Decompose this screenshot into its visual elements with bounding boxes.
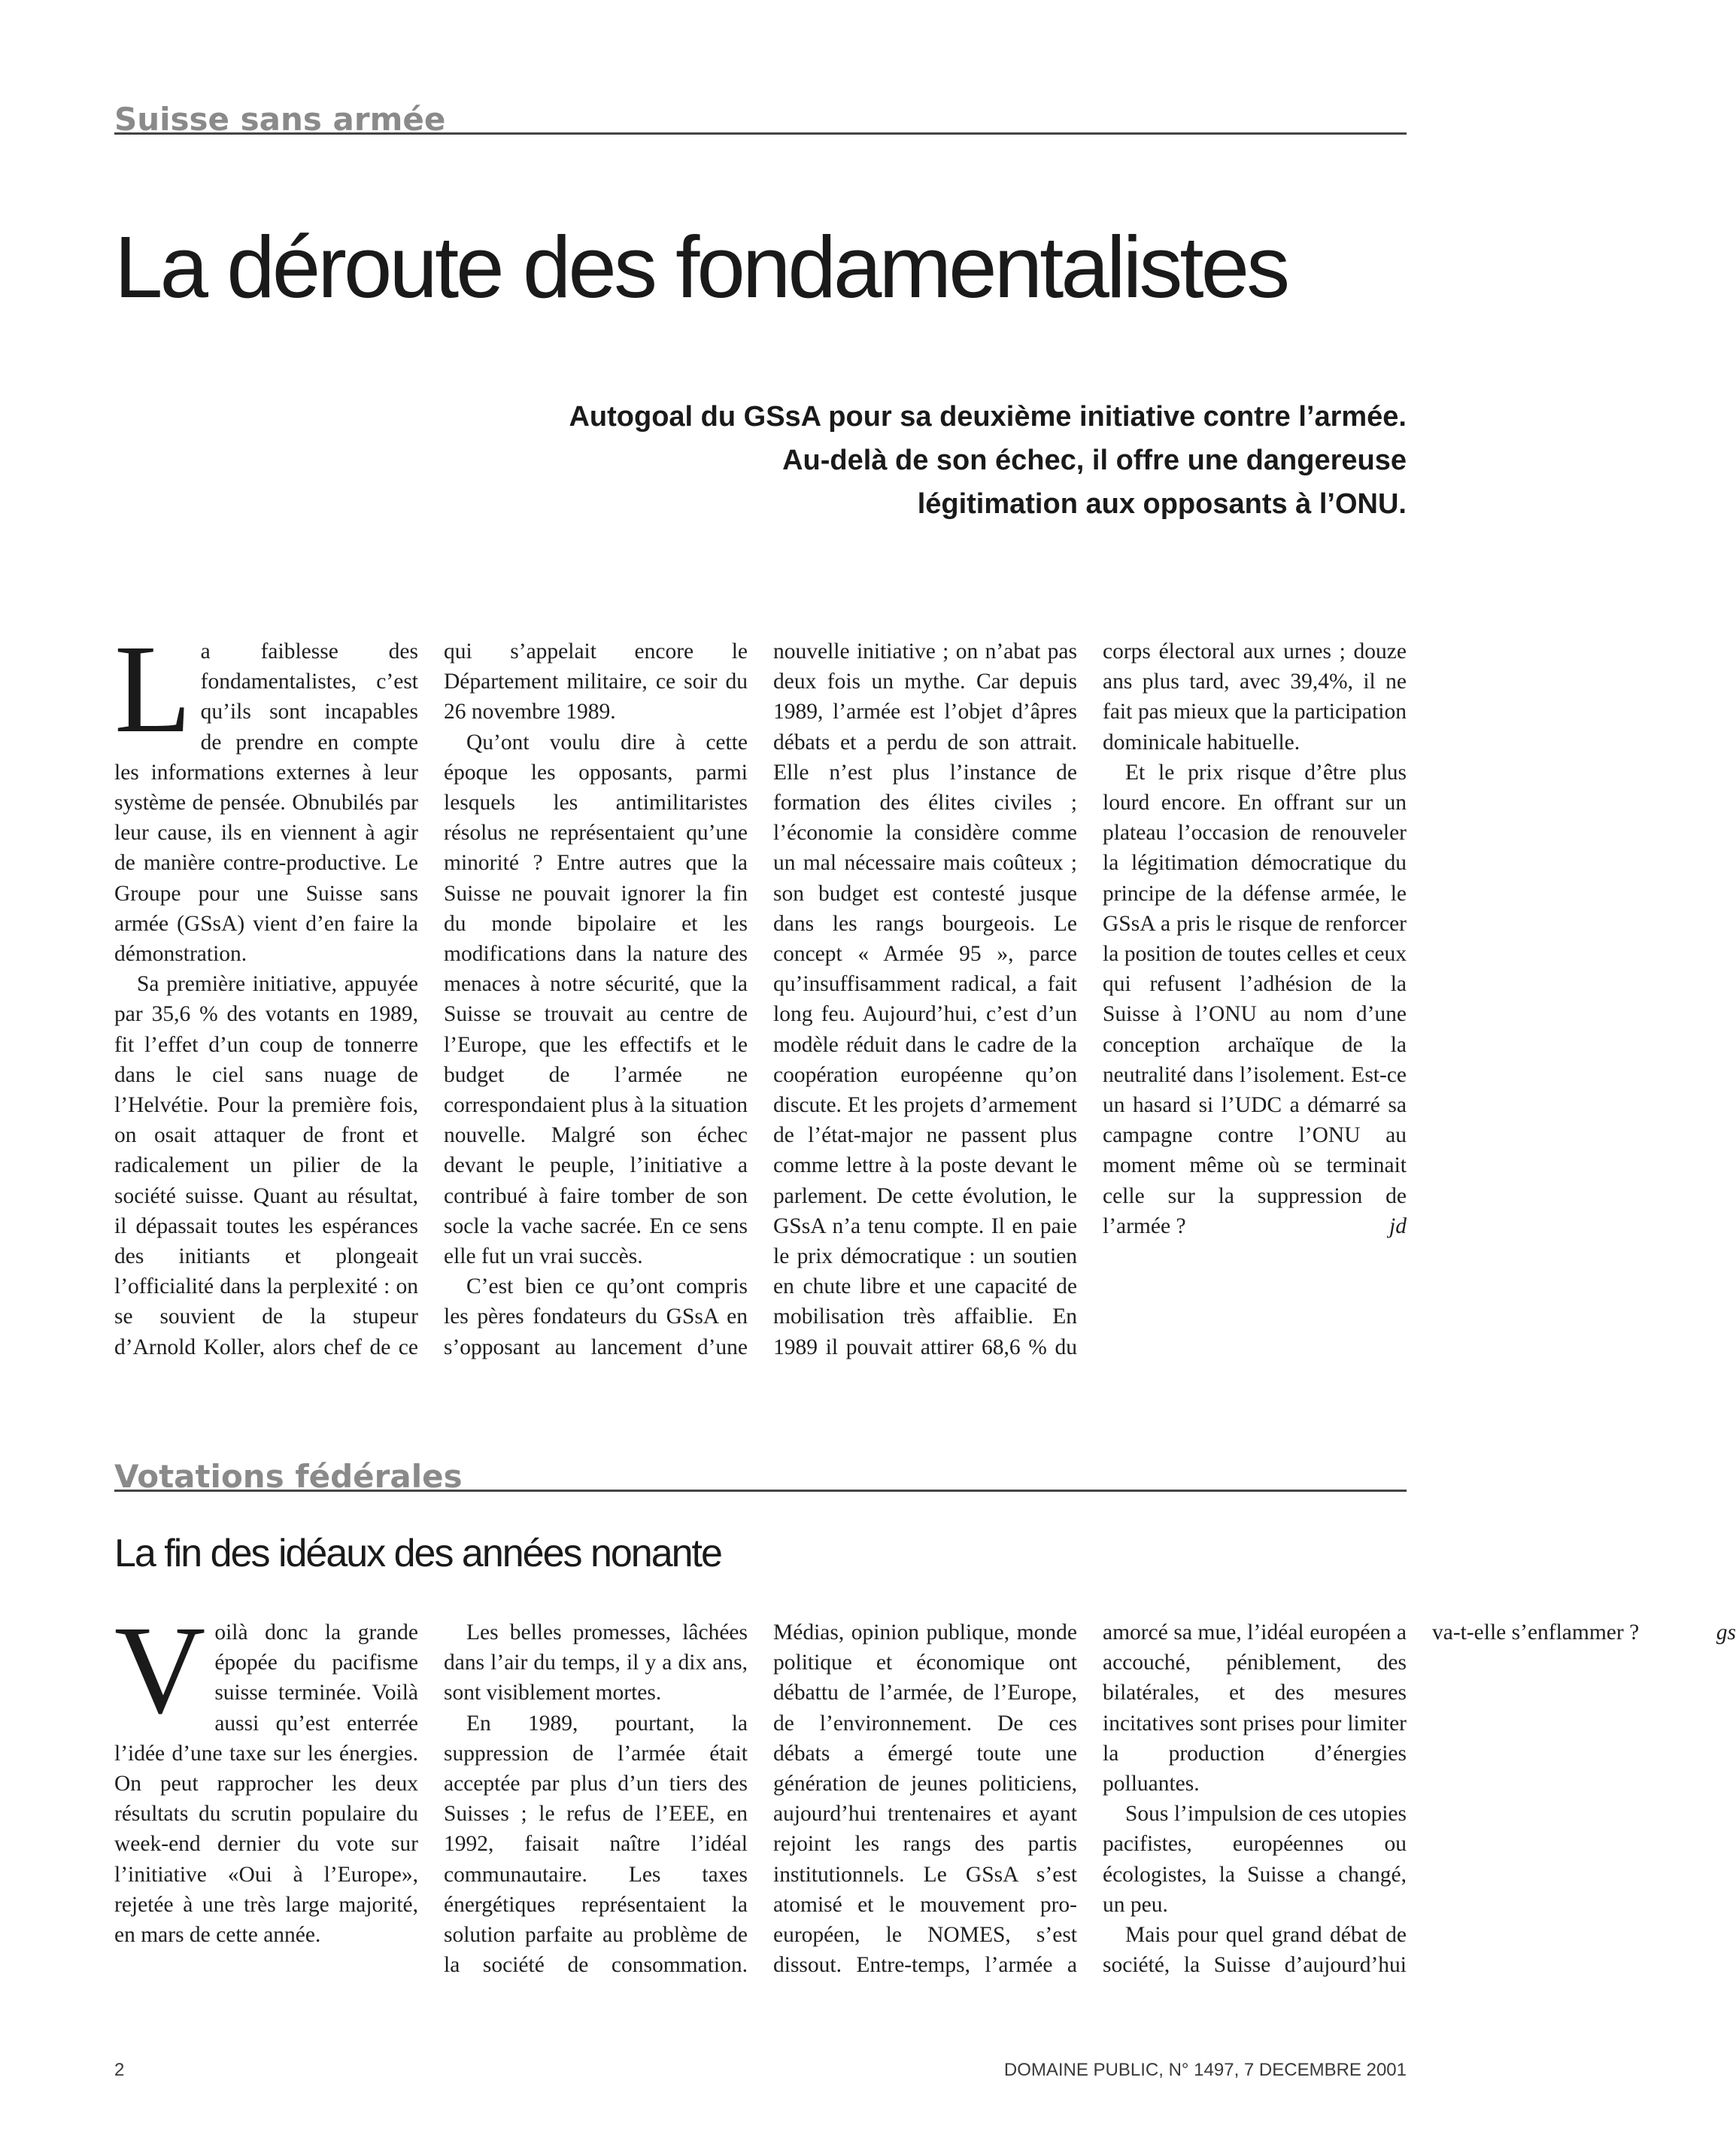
paragraph: Qu’ont voulu dire à cette époque les opposants, parmi lesquels les antimilitaristes résolus ne représentaient qu’une minorité ? Entre autres que la Suisse ne pouvait ignorer la fin du monde bipolaire et les modifications dans la nature des menaces à notre sécurité, que la Suisse se trouvait au centre de l’Europe, que les effectifs et le budget de l’armée ne correspondaient plus à la situation nouvelle. Malgré son échec devant le peuple, l’initiative a contribué à faire tomber de son socle la vache sacrée. En ce sens elle fut un vrai succès. bbox=[444, 730, 748, 1269]
rubric-label: Suisse sans armée bbox=[114, 101, 446, 138]
page-footer bbox=[114, 2060, 1407, 2090]
paragraph: En 1989, pourtant, la suppression de l’armée était acceptée par plus d’un tiers des Suisses ; le refus de l’EEE, en 1992, faisait naître l’idéal communautaire. Les taxes énergétiques représentaient la solution parfaite au problème de la société de consommation. Médias, opinion publique, monde politique et économique ont débattu de l’armée, de l’Europe, de l’environnement. De ces débats a émergé toute une génération de jeunes politiciens, aujourd’hui trentenaires et ayant rejoint les rangs des partis institutionnels. Le GSsA s’est atomisé et le mouvement pro-européen, le NOMES, s’est dissout. Entre-temps, l’armée a amorcé sa mue, l’idéal européen a accouché, péniblement, des bilatérales, et des mesures incitatives sont prises pour limiter la production d’énergies polluantes. bbox=[444, 1620, 1407, 1978]
paragraph: Sous l’impulsion de ces utopies pacifistes, européennes ou écologistes, la Suisse a changé, un peu. bbox=[1103, 1802, 1407, 1917]
lede-line: légitimation aux opposants à l’ONU. bbox=[917, 488, 1407, 520]
page-number: 2 bbox=[114, 2060, 125, 2080]
author-signature: gs bbox=[1716, 1620, 1736, 1645]
paragraph bbox=[1103, 758, 1407, 1241]
paragraph bbox=[114, 619, 418, 969]
paragraph: Les belles promesses, lâchées dans l’air du temps, il y a dix ans, sont visiblement mortes. bbox=[444, 1620, 748, 1705]
lede-line: Autogoal du GSsA pour sa deuxième initiative contre l’armée. bbox=[569, 401, 1407, 433]
drop-cap: L bbox=[114, 619, 192, 759]
rubric-label: Votations fédérales bbox=[114, 1458, 463, 1495]
lede-line: Au-delà de son échec, il offre une dangereuse bbox=[782, 445, 1407, 476]
drop-cap: V bbox=[114, 1600, 206, 1740]
paragraph: Sa première initiative, appuyée par 35,6 % des votants en 1989, fit l’effet d’un coup de tonnerre dans le ciel sans nuage de l’Helvétie. Pour la première fois, on osait attaquer de front et radicalement un pilier de la société suisse. Quant au résultat, il dépassait toutes les espérances des initiants et plongeait l’officialité dans la perplexité : on se souvient de la stupeur d’Arnold Koller, alors chef de ce qui s’appelait encore le Département militaire, ce soir du 26 novembre 1989. bbox=[114, 639, 748, 1359]
article-body-1 bbox=[114, 619, 1407, 1389]
paragraph-text: Et le prix risque d’être plus lourd encore. En offrant sur un plateau l’occasion de renouveler la légitimation démocratique du principe de la défense armée, le GSsA a pris le risque de renforcer la position de toutes celles et ceux qui refusent l’adhésion de la Suisse à l’ONU au nom d’une conception archaïque de la neutralité dans l’isolement. Est-ce un hasard si l’UDC a démarré sa campagne contre l’ONU au moment même où se terminait celle sur la suppression de l’armée ? bbox=[1103, 760, 1407, 1238]
paragraph-text: Mais pour quel grand débat de société, la Suisse d’aujourd’hui va-t-elle s’enflammer ? bbox=[1103, 1620, 1640, 1978]
article-lede-1 bbox=[278, 395, 1407, 526]
section-rubric-votations-federales bbox=[114, 1450, 1407, 1495]
publication-info: DOMAINE PUBLIC, N° 1497, 7 DECEMBRE 2001 bbox=[1003, 2060, 1407, 2080]
article-title-1: La déroute des fondamentalistes bbox=[114, 218, 1288, 316]
author-signature: jd bbox=[1389, 1213, 1407, 1238]
paragraph: C’est bien ce qu’ont compris les pères fondateurs du GSsA en s’opposant au lancement d’une nouvelle initiative ; on n’abat pas deux fois un mythe. Car depuis 1989, l’armée est l’objet d’âpres débats et a perdu de son attrait. Elle n’est plus l’instance de formation des élites civiles ; l’économie la considère comme un mal nécessaire mais coûteux ; son budget est contesté jusque dans les rangs bourgeois. Le concept « Armée 95 », parce qu’insuffisamment radical, a fait long feu. Aujourd’hui, c’est d’un modèle réduit dans le cadre de la coopération européenne qu’on discute. Et les projets d’armement de l’état-major ne passent plus comme lettre à la poste devant le parlement. De cette évolution, le GSsA n’a tenu compte. Il en paie le prix démocratique : un soutien en chute libre et une capacité de mobilisation très affaiblie. En 1989 il pouvait attirer 68,6 % du corps électoral aux urnes ; douze ans plus tard, avec 39,4%, il ne fait pas mieux que la participation dominicale habituelle. bbox=[444, 639, 1407, 1359]
article-title-2: La fin des idéaux des années nonante bbox=[114, 1532, 721, 1575]
paragraph-text: oilà donc la grande épopée du pacifisme suisse terminée. Voilà aussi qu’est enterrée l’idée d’une taxe sur les énergies. On peut rapprocher les deux résultats du scrutin populaire du week-end dernier du vote sur l’initiative «Oui à l’Europe», rejetée à une très large majorité, en mars de cette année. bbox=[114, 1620, 418, 1948]
paragraph-text: a faiblesse des fondamentalistes, c’est qu’ils sont incapables de prendre en compte les informations externes à leur système de pensée. Obnubilés par leur cause, ils en viennent à agir de manière contre-productive. Le Groupe pour une Suisse sans armée (GSsA) vient d’en faire la démonstration. bbox=[114, 639, 418, 967]
paragraph bbox=[114, 1600, 418, 1950]
section-rubric-suisse-sans-armee bbox=[114, 93, 1407, 138]
article-body-2 bbox=[114, 1600, 1736, 1986]
